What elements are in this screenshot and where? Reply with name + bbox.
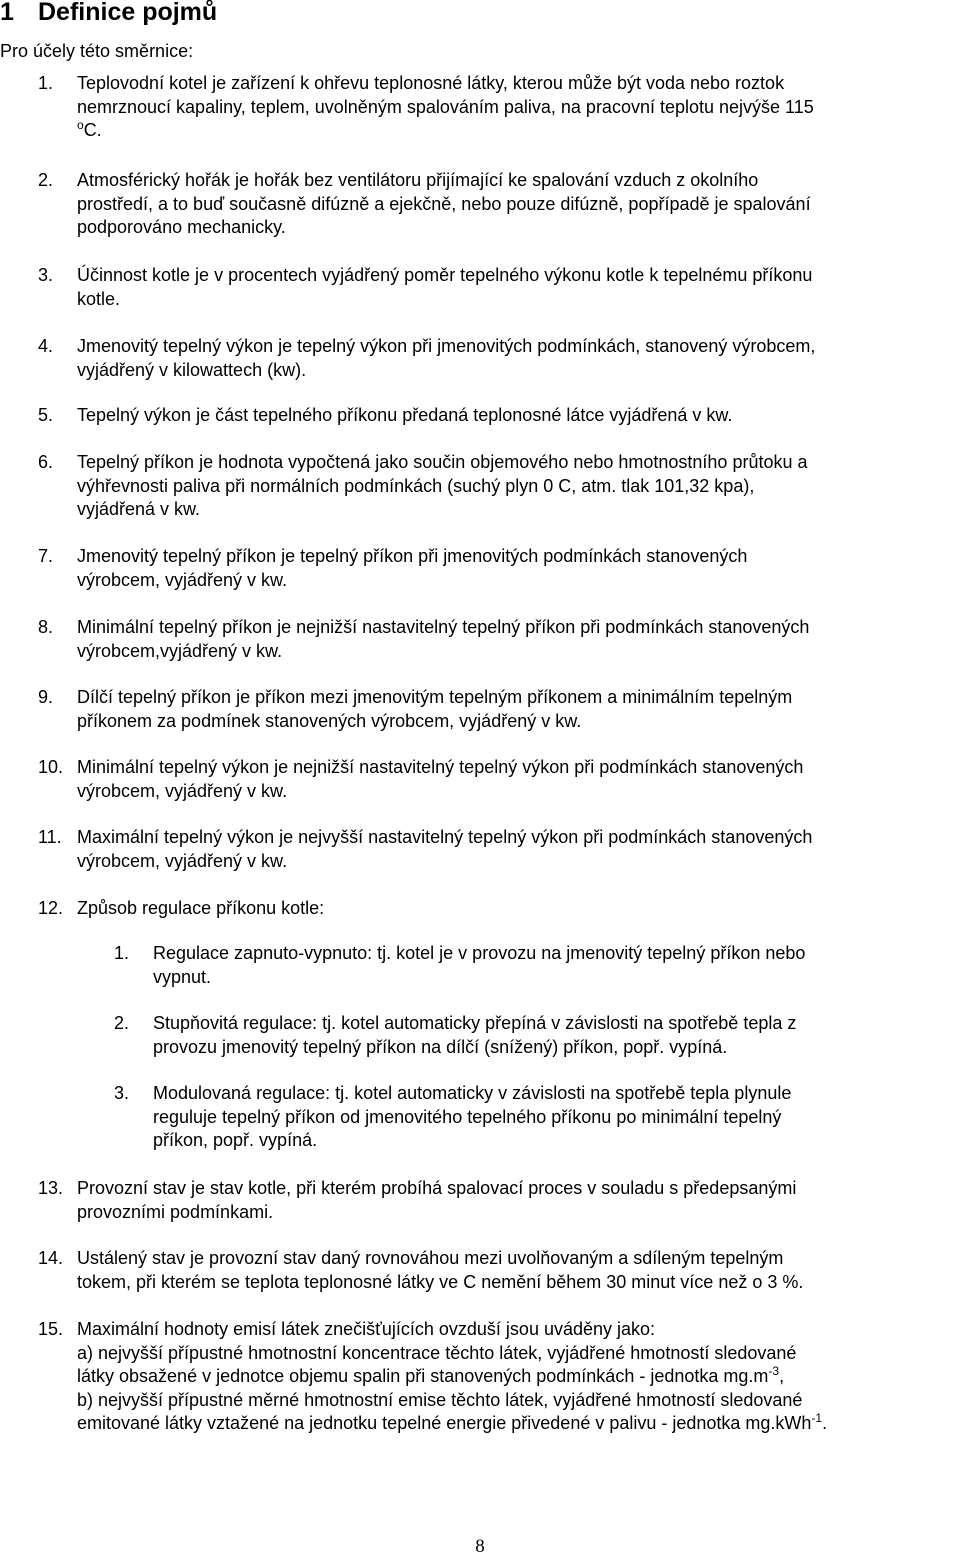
- page-number: 8: [475, 1536, 485, 1557]
- item-text: Atmosférický hořák je hořák bez ventilátoru přijímající ke spalování vzduch z okolního prostředí, a to buď současně difúzně a ejekčně, nebo pouze difúzně, popřípadě je spalování podporováno mechanicky.: [77, 170, 811, 237]
- sub-item-text: Regulace zapnuto-vypnuto: tj. kotel je v provozu na jmenovitý tepelný příkon nebo vypnut.: [153, 943, 806, 987]
- item-text: Tepelný příkon je hodnota vypočtená jako součin objemového nebo hmotnostního průtoku a výhřevnosti paliva při normálních podmínkách (suchý plyn 0 C, atm. tlak 101,32 kpa), vyjádřená v kw.: [77, 452, 808, 519]
- unit-superscript: -3: [768, 1364, 780, 1378]
- item-text: Jmenovitý tepelný výkon je tepelný výkon při jmenovitých podmínkách, stanovený výrobcem, vyjádřený v kilowattech (kw).: [77, 336, 816, 380]
- item-number: 5.: [38, 405, 54, 425]
- unit-superscript: -1: [811, 1411, 823, 1425]
- item-text: Provozní stav je stav kotle, při kterém probíhá spalovací proces v souladu s předepsanými provozními podmínkami.: [77, 1178, 797, 1222]
- item-number: 15.: [38, 1319, 64, 1339]
- item-text: Způsob regulace příkonu kotle:: [77, 898, 325, 918]
- item-text: Účinnost kotle je v procentech vyjádřený poměr tepelného výkonu kotle k tepelnému příkonu kotle.: [77, 265, 813, 309]
- item-number: 2.: [38, 170, 54, 190]
- item-number: 12.: [38, 898, 64, 918]
- sub-item-text: Modulovaná regulace: tj. kotel automaticky v závislosti na spotřebě tepla plynule reguluje tepelný příkon od jmenovitého tepelného příkonu po minimální tepelný příkon, popř. vypíná.: [153, 1083, 792, 1150]
- item-number: 1.: [38, 73, 54, 93]
- item-text: Maximální tepelný výkon je nejvyšší nastavitelný tepelný výkon při podmínkách stanovených výrobcem, vyjádřený v kw.: [77, 827, 813, 871]
- section-title: Definice pojmů: [38, 0, 218, 26]
- item-text: Minimální tepelný příkon je nejnižší nastavitelný tepelný příkon při podmínkách stanovených výrobcem,vyjádřený v kw.: [77, 617, 810, 661]
- item-number: 9.: [38, 687, 54, 707]
- item-text: Jmenovitý tepelný příkon je tepelný příkon při jmenovitých podmínkách stanovených výrobcem, vyjádřený v kw.: [77, 546, 748, 590]
- intro-text: Pro účely této směrnice:: [0, 41, 194, 61]
- item-number: 3.: [38, 265, 54, 285]
- degree-superscript: o: [77, 118, 84, 132]
- item-text: Ustálený stav je provozní stav daný rovnováhou mezi uvolňovaným a sdíleným tepelným tokem, při kterém se teplota teplonosné látky ve C nemění během 30 minut více než o 3 %.: [77, 1248, 804, 1292]
- item-number: 14.: [38, 1248, 64, 1268]
- item-text: Teplovodní kotel je zařízení k ohřevu teplonosné látky, kterou může být voda nebo roztok nemrznoucí kapaliny, teplem, uvolněným spalováním paliva, na pracovní teplotu nejvýše 115 $^o$C.: [77, 73, 814, 140]
- item-number: 6.: [38, 452, 54, 472]
- item-number: 7.: [38, 546, 54, 566]
- sub-item-number: 2.: [114, 1013, 130, 1033]
- item-number: 10.: [38, 757, 64, 777]
- item-text: Tepelný výkon je část tepelného příkonu předaná teplonosné látce vyjádřená v kw.: [77, 405, 733, 425]
- item-text: Maximální hodnoty emisí látek znečišťujících ovzduší jsou uváděny jako: a) nejvyšší přípustné hmotnostní koncentrace těchto látek, vyjádřené hmotností sledované látky obsažené v jednotce objemu spalin při stanovených podmínkách - jednotka $mg.m^{-3}$, b) nejvyšší přípustné měrné hmotnostní emise těchto látek, vyjádřené hmotností sledované emitované látky vztažené na jednotku tepelné energie přivedené v palivu - jednotka mg.kWh$^{-1}$.: [77, 1319, 828, 1433]
- item-number: 8.: [38, 617, 54, 637]
- sub-item-text: Stupňovitá regulace: tj. kotel automaticky přepíná v závislosti na spotřebě tepla z provozu jmenovitý tepelný příkon na dílčí (snížený) příkon, popř. vypíná.: [153, 1013, 797, 1057]
- sub-item-number: 1.: [114, 943, 130, 963]
- section-heading: [0, 0, 217, 27]
- section-number: 1: [0, 0, 14, 26]
- item-text: Dílčí tepelný příkon je příkon mezi jmenovitým tepelným příkonem a minimálním tepelným příkonem za podmínek stanovených výrobcem, vyjádřený v kw.: [77, 687, 793, 731]
- item-number: 11.: [38, 827, 62, 847]
- sub-item-number: 3.: [114, 1083, 130, 1103]
- item-number: 13.: [38, 1178, 64, 1198]
- item-text: Minimální tepelný výkon je nejnižší nastavitelný tepelný výkon při podmínkách stanovených výrobcem, vyjádřený v kw.: [77, 757, 804, 801]
- item-number: 4.: [38, 336, 54, 356]
